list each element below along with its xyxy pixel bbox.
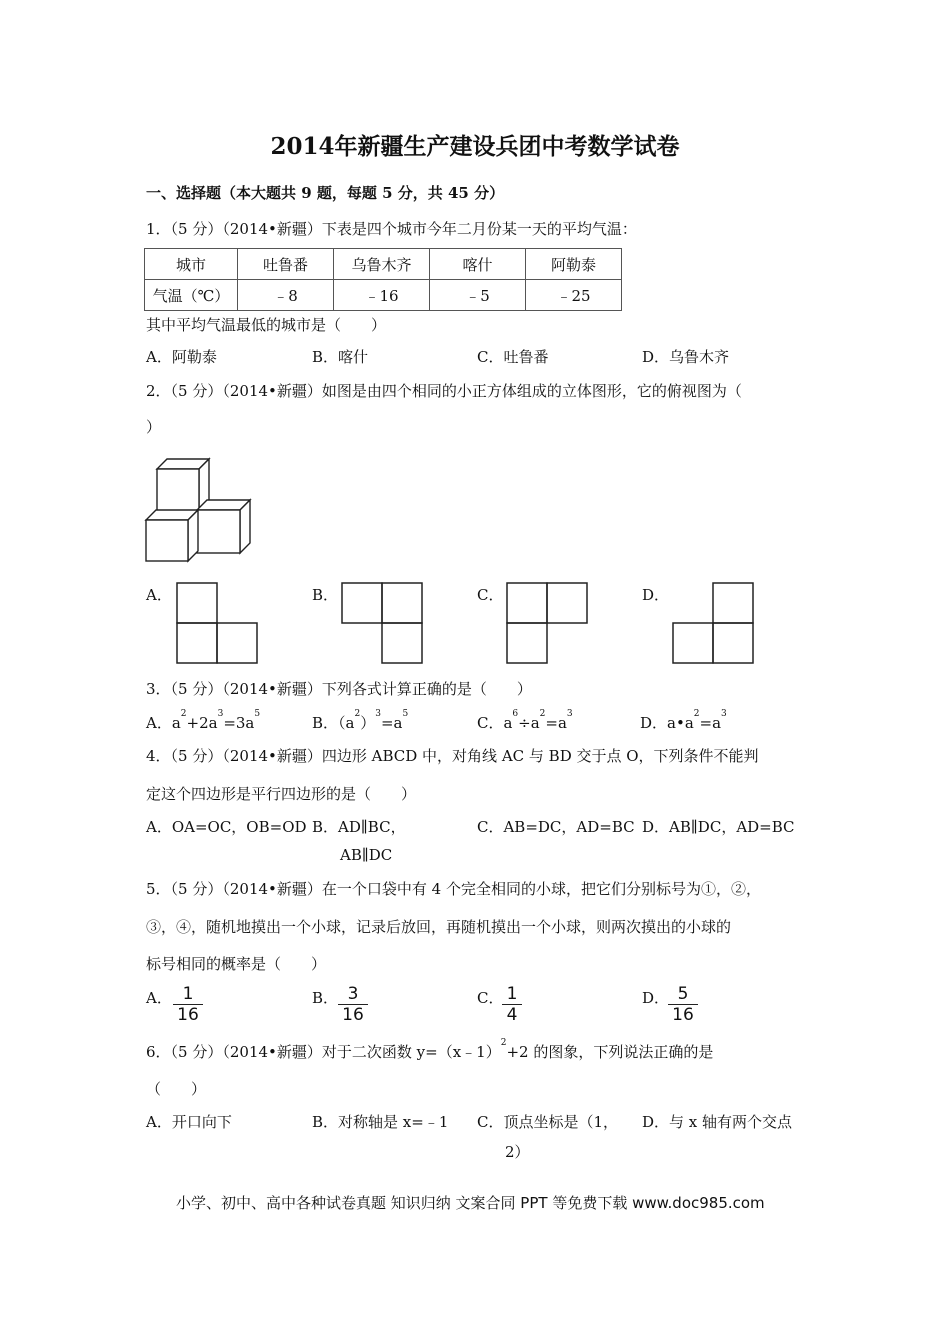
- temperature-table: [144, 248, 622, 311]
- q6-option-c-cont: 2）: [505, 1143, 530, 1161]
- table-cell: ﹣5: [430, 280, 526, 311]
- q6-stem-cont: （ ）: [146, 1080, 207, 1098]
- q4-option-d: D．AB∥DC，AD=BC: [642, 818, 795, 836]
- q2-option-c-figure: [507, 583, 589, 665]
- q3-option-b: B．$(a^2)^3=a^5$: [312, 709, 409, 732]
- q2-label-d: D．: [642, 586, 670, 604]
- q3-stem: 3．（5 分）（2014•新疆）下列各式计算正确的是（ ）: [146, 680, 532, 698]
- q5-fraction-c: 1 4: [502, 985, 522, 1024]
- q4-stem: 4．（5 分）（2014•新疆）四边形 ABCD 中，对角线 AC 与 BD 交于点 O，下列条件不能判: [146, 747, 759, 765]
- q3-option-a: A．$a^2+2a^3=3a^5$: [146, 709, 261, 732]
- table-row: [145, 249, 622, 280]
- q5-stem-cont: ③，④，随机地摸出一个小球，记录后放回，再随机摸出一个小球，则两次摸出的小球的: [146, 918, 732, 936]
- q2-stem: 2．（5 分）（2014•新疆）如图是由四个相同的小正方体组成的立体图形，它的俯视图为（: [146, 382, 742, 400]
- q2-label-a: A．: [146, 586, 172, 604]
- q1-stem: 1．（5 分）（2014•新疆）下表是四个城市今年二月份某一天的平均气温：: [146, 220, 637, 238]
- table-cell: ﹣8: [238, 280, 334, 311]
- table-cell: 气温（℃）: [145, 280, 238, 311]
- q1-option-d: D．乌鲁木齐: [642, 348, 730, 366]
- q2-option-d-figure: [673, 583, 755, 665]
- q4-option-c: C．AB=DC，AD=BC: [477, 818, 635, 836]
- q4-option-a: A．OA=OC，OB=OD: [146, 818, 307, 836]
- q6-option-d: D．与 x 轴有两个交点: [642, 1113, 793, 1131]
- q5-fraction-b: 3 16: [338, 985, 368, 1024]
- q2-stem-cont: ）: [146, 418, 162, 436]
- q6-option-a: A．开口向下: [146, 1113, 232, 1131]
- table-cell: 吐鲁番: [238, 249, 334, 280]
- q5-label-c: C．: [477, 989, 504, 1007]
- table-cell: 阿勒泰: [526, 249, 622, 280]
- cube-side-face: [240, 500, 250, 553]
- q6-option-b: B．对称轴是 x=﹣1: [312, 1113, 449, 1131]
- q4-option-b-cont: AB∥DC: [340, 846, 393, 864]
- q5-stem: 5．（5 分）（2014•新疆）在一个口袋中有 4 个完全相同的小球，把它们分别标号为①，②，: [146, 880, 761, 898]
- q5-stem-cont2: 标号相同的概率是（ ）: [146, 955, 327, 973]
- q5-fraction-d: 5 16: [668, 985, 698, 1024]
- q3-option-c: C．$a^6\div a^2=a^3$: [477, 709, 573, 732]
- q2-option-b-figure: [342, 583, 424, 665]
- cube-front-face: [197, 510, 240, 553]
- q2-label-b: B．: [312, 586, 339, 604]
- table-row: [145, 280, 622, 311]
- footer-text: 小学、初中、高中各种试卷真题 知识归纳 文案合同 PPT 等免费下载 www.doc985.com: [176, 1194, 765, 1212]
- q4-stem-cont: 定这个四边形是平行四边形的是（ ）: [146, 785, 417, 803]
- section-heading: 一、选择题（本大题共 9 题，每题 5 分，共 45 分）: [146, 184, 505, 202]
- q5-fraction-a: 1 16: [173, 985, 203, 1024]
- q1-option-a: A．阿勒泰: [146, 348, 217, 366]
- q2-option-a-figure: [177, 583, 259, 665]
- cube-front-face: [146, 520, 188, 561]
- q1-question: 其中平均气温最低的城市是（ ）: [146, 316, 387, 334]
- q3-option-d: D．$a•a^2=a^3$: [640, 709, 727, 732]
- q4-option-b: B．AD∥BC，: [312, 818, 406, 836]
- q5-label-b: B．: [312, 989, 339, 1007]
- cube-side-face: [188, 510, 198, 561]
- table-cell: ﹣16: [334, 280, 430, 311]
- cube-figure: [140, 455, 260, 567]
- table-cell: 城市: [145, 249, 238, 280]
- table-cell: 喀什: [430, 249, 526, 280]
- q6-option-c: C．顶点坐标是（1，: [477, 1113, 619, 1131]
- q6-stem: 6．（5 分）（2014•新疆）对于二次函数 y=（x﹣1）$^2$+2 的图象，下列说法正确的是: [146, 1038, 714, 1061]
- table-cell: 乌鲁木齐: [334, 249, 430, 280]
- table-cell: ﹣25: [526, 280, 622, 311]
- q1-option-b: B．喀什: [312, 348, 369, 366]
- q5-label-d: D．: [642, 989, 670, 1007]
- q5-label-a: A．: [146, 989, 172, 1007]
- q2-label-c: C．: [477, 586, 504, 604]
- page-title: 2014年新疆生产建设兵团中考数学试卷: [270, 133, 680, 160]
- q1-option-c: C．吐鲁番: [477, 348, 549, 366]
